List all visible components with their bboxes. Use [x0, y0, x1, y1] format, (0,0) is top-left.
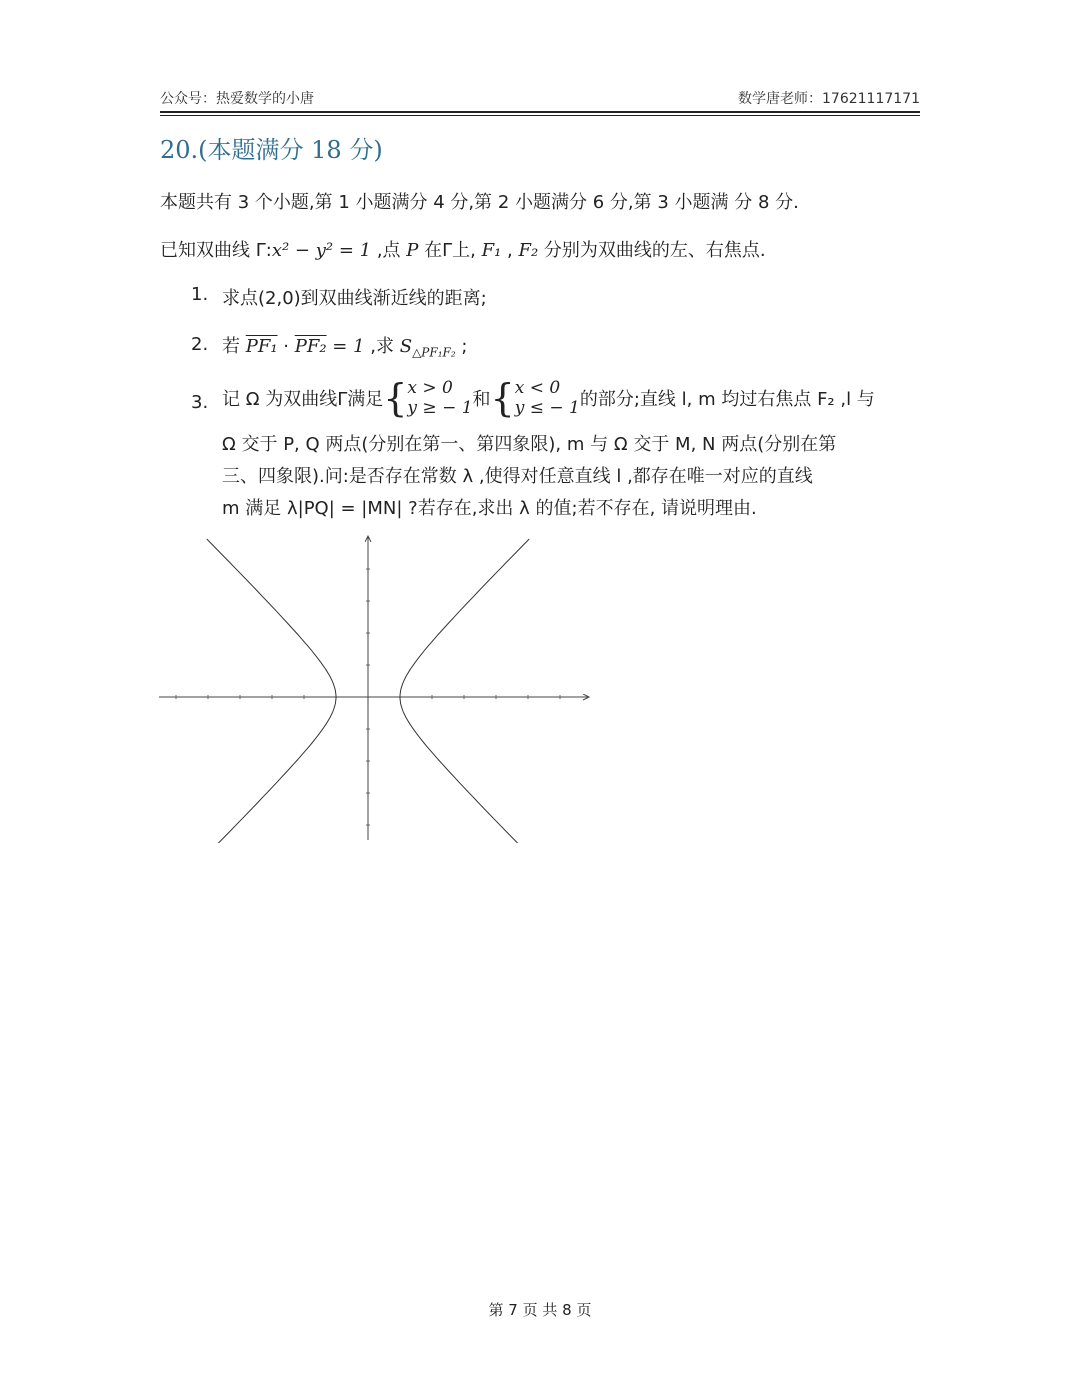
header-left-text: 公众号：热爱数学的小唐 — [160, 91, 314, 107]
header-rule-thick — [160, 111, 920, 113]
given-text-5: 分别为双曲线的左、右焦点. — [538, 240, 766, 261]
item-3-number: 3. — [191, 392, 209, 413]
question-given — [160, 236, 766, 262]
system-1-bottom: y ≥ − 1 — [407, 398, 473, 418]
page-footer: 第 7 页 共 8 页 — [488, 1301, 592, 1319]
item-3-line-4: m 满足 λ|PQ| = |MN| ?若存在,求出 λ 的值;若不存在, 请说明理由. — [222, 498, 757, 519]
vector-pf2: PF₂ — [294, 336, 327, 357]
header-right-text: 数学唐老师：17621117171 — [738, 91, 920, 107]
item-3-line-3: 三、四象限).问:是否存在常数 λ ,使得对任意直线 l ,都存在唯一对应的直线 — [222, 466, 813, 487]
system-1-top: x > 0 — [407, 378, 453, 398]
left-brace-1: { — [383, 376, 408, 420]
item-3-line-1-b: 的部分;直线 l, m 均过右焦点 F₂ ,l 与 — [579, 389, 875, 410]
area-subscript: △PF₁F₂ — [412, 345, 456, 360]
system-2 — [515, 378, 580, 418]
item-2-pre: 若 — [222, 336, 246, 357]
focus-f2: F₂ — [518, 240, 539, 261]
item-3-line-1 — [222, 376, 875, 420]
dot-product-sign: · — [277, 336, 295, 357]
item-1-text: 求点(2,0)到双曲线渐近线的距离; — [222, 288, 487, 309]
system-2-top: x < 0 — [514, 378, 561, 398]
hyperbola-left-branch — [207, 539, 336, 843]
point-p: P — [406, 240, 419, 261]
hyperbola-figure — [155, 528, 595, 843]
given-text-2: ,点 — [371, 240, 407, 261]
item-2-end: ; — [455, 336, 468, 357]
area-symbol: S — [399, 336, 413, 357]
left-brace-2: { — [490, 376, 515, 420]
item-3-line-1-a: 记 Ω 为双曲线Γ满足 — [222, 389, 384, 410]
question-title: 20.(本题满分 18 分) — [160, 136, 383, 164]
header-rule-thin — [160, 115, 920, 116]
item-3-line-2: Ω 交于 P, Q 两点(分别在第一、第四象限), m 与 Ω 交于 M, N 两点(分别在第 — [222, 434, 837, 455]
item-2-text — [222, 332, 467, 360]
item-2-number: 2. — [191, 334, 209, 355]
given-text-1: 已知双曲线 Γ: — [160, 240, 272, 261]
system-2-bottom: y ≤ − 1 — [514, 398, 580, 418]
question-intro: 本题共有 3 个小题,第 1 小题满分 4 分,第 2 小题满分 6 分,第 3 小题满 分 8 分. — [160, 192, 799, 213]
focus-f1: F₁ — [481, 240, 502, 261]
item-2-equals: = 1 — [326, 336, 365, 357]
given-equation: x² − y² = 1 — [271, 240, 372, 261]
given-text-3: 在Γ上, — [418, 240, 482, 261]
given-text-4: , — [501, 240, 519, 261]
hyperbola-right-branch — [400, 539, 529, 843]
vector-pf1: PF₁ — [245, 336, 278, 357]
item-2-mid: ,求 — [364, 336, 400, 357]
and-text: 和 — [472, 389, 491, 410]
item-1-number: 1. — [191, 284, 209, 305]
system-1 — [407, 378, 472, 418]
